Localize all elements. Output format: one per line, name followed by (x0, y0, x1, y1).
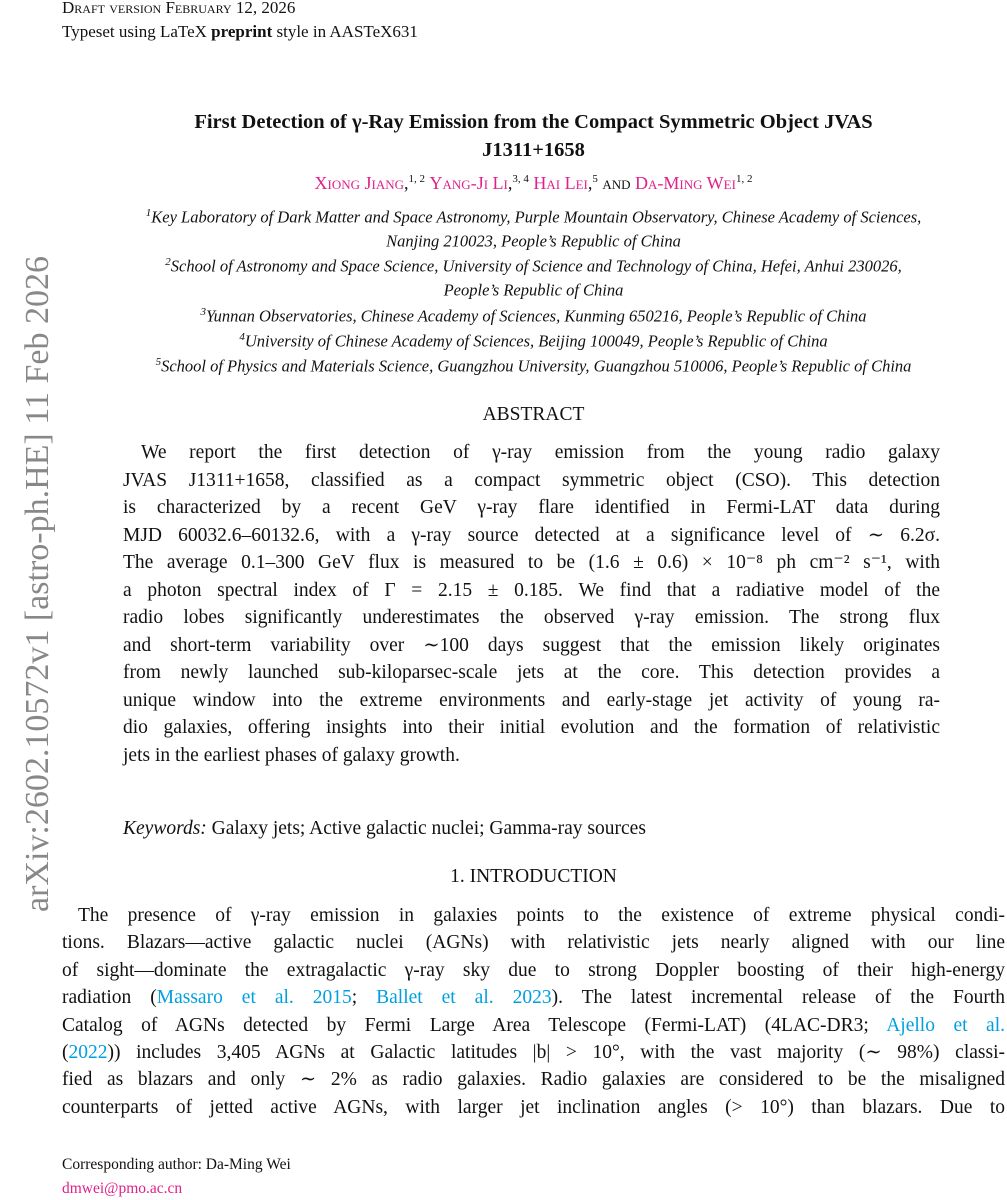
affiliation-number: 1 (145, 207, 152, 219)
keywords-text: Galaxy jets; Active galactic nuclei; Gamma-ray sources (206, 818, 646, 839)
affiliation-number: 5 (155, 356, 162, 368)
affiliation-line (0, 207, 1007, 228)
citation-link[interactable]: Ajello et al. (886, 1014, 1005, 1036)
affiliation-text: School of Astronomy and Space Science, University of Science and Technology of China, Hefei, Anhui 230026, (170, 256, 902, 276)
intro-line (62, 929, 1005, 956)
intro-text: tions. Blazars—active galactic nuclei (AGNs) with relativistic jets nearly aligned with our line (62, 932, 1005, 954)
paper-title (60, 108, 1007, 164)
affiliation-line (0, 306, 1007, 327)
abstract-line: unique window into the extreme environments and early-stage jet activity of young ra- (123, 689, 940, 711)
citation-link[interactable]: Ballet et al. 2023 (376, 987, 552, 1009)
and-word: and (602, 173, 631, 193)
intro-text: )) includes 3,405 AGNs at Galactic latitudes |b| > 10°, with the vast majority (∼ 98%) classi- (107, 1042, 1005, 1063)
typeset-style: preprint (211, 22, 273, 41)
affiliation-text: Yunnan Observatories, Chinese Academy of Sciences, Kunming 650216, People’s Republic of China (205, 306, 867, 326)
abstract-line: The average 0.1–300 GeV flux is measured to be (1.6 ± 0.6) × 10⁻⁸ ph cm⁻² s⁻¹, with (123, 552, 940, 573)
intro-text: ). The latest incremental release of the Fourth (551, 987, 1006, 1009)
abstract-line: and short-term variability over ∼100 days suggest that the emission likely originates (123, 634, 940, 656)
author-affil: 1, 2 (735, 173, 753, 185)
section-heading: 1. INTRODUCTION (450, 866, 617, 887)
abstract-line: dio galaxies, offering insights into their initial evolution and the formation of relativistic (123, 717, 940, 738)
abstract-line: jets in the earliest phases of galaxy growth. (123, 744, 460, 766)
intro-line (62, 1066, 1005, 1093)
corresponding-author: Corresponding author: Da-Ming Wei (62, 1156, 291, 1173)
author-affil: 1, 2 (408, 173, 426, 185)
affiliation-line (0, 280, 1007, 301)
draft-version: Draft version February 12, 2026 (62, 0, 296, 17)
affiliation-line (0, 256, 1007, 277)
affiliation-number: 4 (239, 331, 245, 343)
abstract-line: is characterized by a recent GeV γ-ray flare identified in Fermi-LAT data during (123, 497, 940, 518)
affiliation-text: People’s Republic of China (443, 280, 624, 300)
citation-link[interactable]: Massaro et al. 2015 (156, 987, 352, 1009)
author-name[interactable]: Xiong Jiang (314, 173, 405, 193)
intro-text: The presence of γ-ray emission in galaxies points to the existence of extreme physical condi- (78, 905, 1005, 926)
email-link[interactable]: dmwei@pmo.ac.cn (62, 1180, 183, 1197)
author-name[interactable]: Yang-Ji Li (429, 173, 508, 193)
intro-line (62, 957, 1005, 984)
intro-text: Catalog of AGNs detected by Fermi Large Area Telescope (Fermi-LAT) (4LAC-DR3; (62, 1014, 887, 1036)
abstract-line: radio lobes significantly underestimates the observed γ-ray emission. The strong flux (123, 607, 940, 628)
author-name[interactable]: Hai Lei (533, 173, 588, 193)
abstract-heading: ABSTRACT (482, 404, 585, 425)
affiliation-text: Nanjing 210023, People’s Republic of China (386, 231, 681, 251)
typeset-post: style in AASTeX631 (272, 22, 418, 41)
keywords-label: Keywords: (123, 818, 207, 839)
abstract-line: We report the first detection of γ-ray emission from the young radio galaxy (141, 442, 940, 463)
author-name[interactable]: Da-Ming Wei (635, 173, 736, 193)
title-line: J1311+1658 (482, 139, 585, 161)
intro-line (78, 902, 1005, 929)
intro-text: of sight—dominate the extragalactic γ-ray sky due to strong Doppler boosting of their high-energy (62, 959, 1005, 981)
intro-line (62, 1012, 1005, 1039)
affiliation-line (0, 331, 1007, 352)
abstract-line: MJD 60032.6–60132.6, with a γ-ray source detected at a significance level of ∼ 6.2σ. (123, 524, 940, 546)
typeset-pre: Typeset using (62, 22, 160, 41)
title-line: First Detection of γ-Ray Emission from the Compact Symmetric Object JVAS (194, 111, 873, 133)
affiliation-text: School of Physics and Materials Science, Guangzhou University, Guangzhou 510006, People’s Republic of China (161, 356, 912, 376)
intro-text: ; (351, 987, 377, 1009)
affiliation-text: Key Laboratory of Dark Matter and Space Astronomy, Purple Mountain Observatory, Chinese Academy of Sciences, (151, 207, 922, 227)
intro-line (62, 1039, 1005, 1066)
typeset-note (62, 22, 418, 42)
author-list: Xiong Jiang,$^{1, 2}$ Yang-Ji Li,$^{3, 4}$ Hai Lei,$^5$ and Da-Ming Wei$^{1, 2}$ (314, 173, 753, 193)
citation-link[interactable]: 2022 (68, 1042, 108, 1063)
intro-text: ( (62, 1042, 69, 1063)
author-affil: 3, 4 (512, 173, 529, 185)
latex-logo: LaTeX (159, 22, 207, 41)
intro-text: counterparts of jetted active AGNs, with larger jet inclination angles (> 10°) than blazars. Due to (62, 1096, 1005, 1118)
affiliation-number: 2 (165, 256, 171, 268)
intro-text: fied as blazars and only ∼ 2% as radio galaxies. Radio galaxies are considered to be the misaligned (62, 1069, 1005, 1091)
intro-line (62, 984, 1005, 1011)
intro-text: radiation ( (62, 987, 157, 1009)
abstract-line: from newly launched sub-kiloparsec-scale jets at the core. This detection provides a (123, 662, 940, 683)
abstract-line: a photon spectral index of Γ = 2.15 ± 0.185. We find that a radiative model of the (123, 579, 940, 601)
affiliation-line (0, 231, 1007, 252)
intro-line (62, 1094, 1005, 1121)
affiliation-number: 3 (200, 306, 206, 318)
keywords (123, 818, 646, 840)
author-affil: 5 (592, 173, 598, 185)
affiliation-line (0, 356, 1007, 377)
affiliation-text: University of Chinese Academy of Sciences, Beijing 100049, People’s Republic of China (244, 331, 828, 351)
arxiv-stamp: arXiv:2602.10572v1 [astro-ph.HE] 11 Feb 2026 (19, 256, 56, 912)
abstract-line: JVAS J1311+1658, classified as a compact symmetric object (CSO). This detection (123, 469, 940, 491)
